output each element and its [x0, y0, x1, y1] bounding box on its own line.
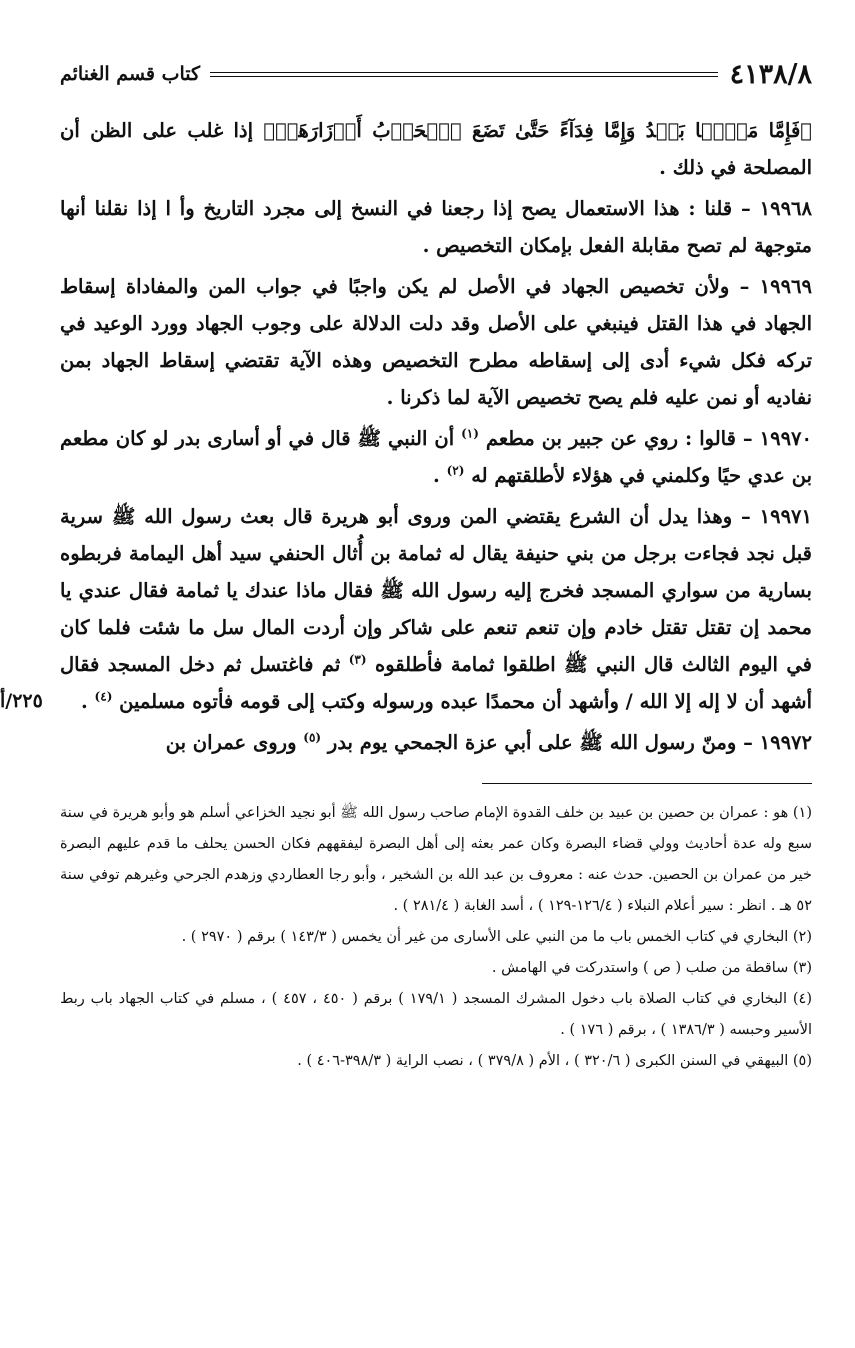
footnote-2: (٢) البخاري في كتاب الخمس باب ما من النبي على الأسارى من غير أن يخمس ( ١٤٣/٣ ) برقم ( ٢٩٧٠ ) . [181, 929, 812, 945]
paragraph-text: أن النبي ﷺ قال في أو أسارى بدر لو كان مطعم بن عدي حيًا وكلمني في هؤلاء لأطلقتهم له [60, 427, 812, 487]
header-rule [210, 72, 718, 77]
paragraph-text: – قالوا : روي عن جبير بن مطعم [478, 427, 760, 450]
paragraph-19969 [60, 268, 812, 416]
footnotes [60, 798, 812, 1077]
paragraph-intro [60, 112, 812, 186]
book-title: كتاب قسم الغنائم [60, 63, 201, 85]
footnote-ref[interactable]: (١) [461, 426, 479, 441]
paragraph-19968 [60, 190, 812, 264]
paragraph-number: ١٩٩٧٢ [759, 731, 812, 754]
paragraph-text: – قلنا : هذا الاستعمال يصح إذا رجعنا في النسخ إلى مجرد التاريخ وأ ا إذا نقلنا أنها متوجهة لم تصح مقابلة الفعل بإمكان التخصيص . [60, 197, 812, 257]
page-number: ٤١٣٨/٨ [729, 58, 812, 90]
paragraph-text: – وهذا يدل أن الشرع يقتضي المن وروى أبو هريرة قال بعث رسول الله ﷺ سرية قبل نجد فجاءت برجل من بني حنيفة يقال له ثمامة بن أُثال الحنفي سيد أهل اليمامة فربطوه بسارية من سواري المسجد فخرج إليه رسول الله ﷺ فقال ماذا عندك يا ثمامة فقال عندي يا محمد إن تقتل تقتل خادم وإن تنعم تنعم على شاكر وإن أردت المال سل ما شئت فلما كان في اليوم الثالث قال النبي ﷺ اطلقوا ثمامة فأطلقوه [60, 505, 812, 676]
paragraph-text: . [433, 464, 447, 487]
paragraph-number: ١٩٩٧١ [759, 505, 812, 528]
manuscript-folio-note: ٢٢٥/أ [0, 690, 43, 712]
footnote-ref[interactable]: (٤) [94, 689, 113, 704]
paragraph-text: – ولأن تخصيص الجهاد في الأصل لم يكن واجبًا في جواب المن والمفاداة إسقاط الجهاد في هذا القتل فينبغي على الأصل وقد دلت الدلالة على وجوب الجهاد وورد الوعيد في تركه فكل شيء أدى إلى إسقاطه مطرح التخصيص وهذه الآية تقتضي إسقاط الجهاد بمن نفاديه أو نمن عليه فلم يصح تخصيص الآية لما ذكرنا . [60, 275, 812, 409]
book-page [0, 52, 812, 1077]
footnote-5: (٥) البيهقي في السنن الكبرى ( ٣٢٠/٦ ) ، الأم ( ٣٧٩/٨ ) ، نصب الراية ( ٣٩٨/٣-٤٠٦ ) . [297, 1053, 812, 1069]
footnote-4: (٤) البخاري في كتاب الصلاة باب دخول المشرك المسجد ( ١٧٩/١ ) برقم ( ٤٥٠ ، ٤٥٧ ) ، مسلم في كتاب الجهاد باب ربط الأسير وحبسه ( ١٣٨٦/٣ ) ، برقم ( ١٧٦ ) . [60, 991, 812, 1038]
footnote-ref[interactable]: (٢) [446, 463, 465, 478]
paragraph-text: – ومنّ رسول الله ﷺ على أبي عزة الجمحي يوم بدر [321, 731, 760, 754]
paragraph-text: . [80, 690, 95, 713]
paragraph-text: وروى عمران بن [165, 731, 304, 754]
footnote-1: (١) هو : عمران بن حصين بن عبيد بن خلف القدوة الإمام صاحب رسول الله ﷺ أبو نجيد الخزاعي أسلم هو وأبو هريرة في سنة سبع وله عدة أحاديث وولي قضاء البصرة وكان عمر بعثه إلى أهل البصرة ليفقههم فكان الحسن يحلف ما قدم عليهم البصرة خير من عمران بن الحصين. حدث عنه : معروف بن عبد الله بن الشخير ، وأبو رجا العطاردي وزهدم الجرحي وغيرهم توفي سنة ٥٢ هـ . انظر : سير أعلام النبلاء ( ١٢٦/٤-١٢٩ ) ، أسد الغابة ( ٢٨١/٤ ) . [60, 805, 812, 914]
paragraph-number: ١٩٩٦٨ [759, 197, 812, 220]
paragraph-19972 [60, 724, 812, 761]
paragraph-text: ثم فاغتسل ثم دخل المسجد فقال أشهد أن لا إله إلا الله / وأشهد أن محمدًا عبده ورسوله وكتب إلى قومه فأتوه مسلمين [60, 653, 812, 713]
footnote-ref[interactable]: (٣) [348, 652, 367, 667]
footnote-3: (٣) ساقطة من صلب ( ص ) واستدركت في الهامش . [491, 960, 812, 976]
page-header [60, 52, 812, 96]
paragraph-number: ١٩٩٧٠ [759, 427, 812, 450]
paragraph-number: ١٩٩٦٩ [759, 275, 812, 298]
quran-verse: ﴿فَإِمَّا مَنًّۢا بَعۡدُ وَإِمَّا فِدَآءً حَتَّىٰ تَضَعَ ٱلۡحَرۡبُ أَوۡزَارَهَاۚ﴾ [263, 119, 812, 142]
paragraph-19971 [0, 498, 812, 720]
main-text [0, 112, 812, 761]
paragraph-19970 [60, 420, 812, 494]
footnote-separator [482, 783, 812, 784]
footnote-ref[interactable]: (٥) [303, 730, 322, 745]
paragraph-text: إذا غلب على الظن أن المصلحة في ذلك . [60, 119, 812, 179]
